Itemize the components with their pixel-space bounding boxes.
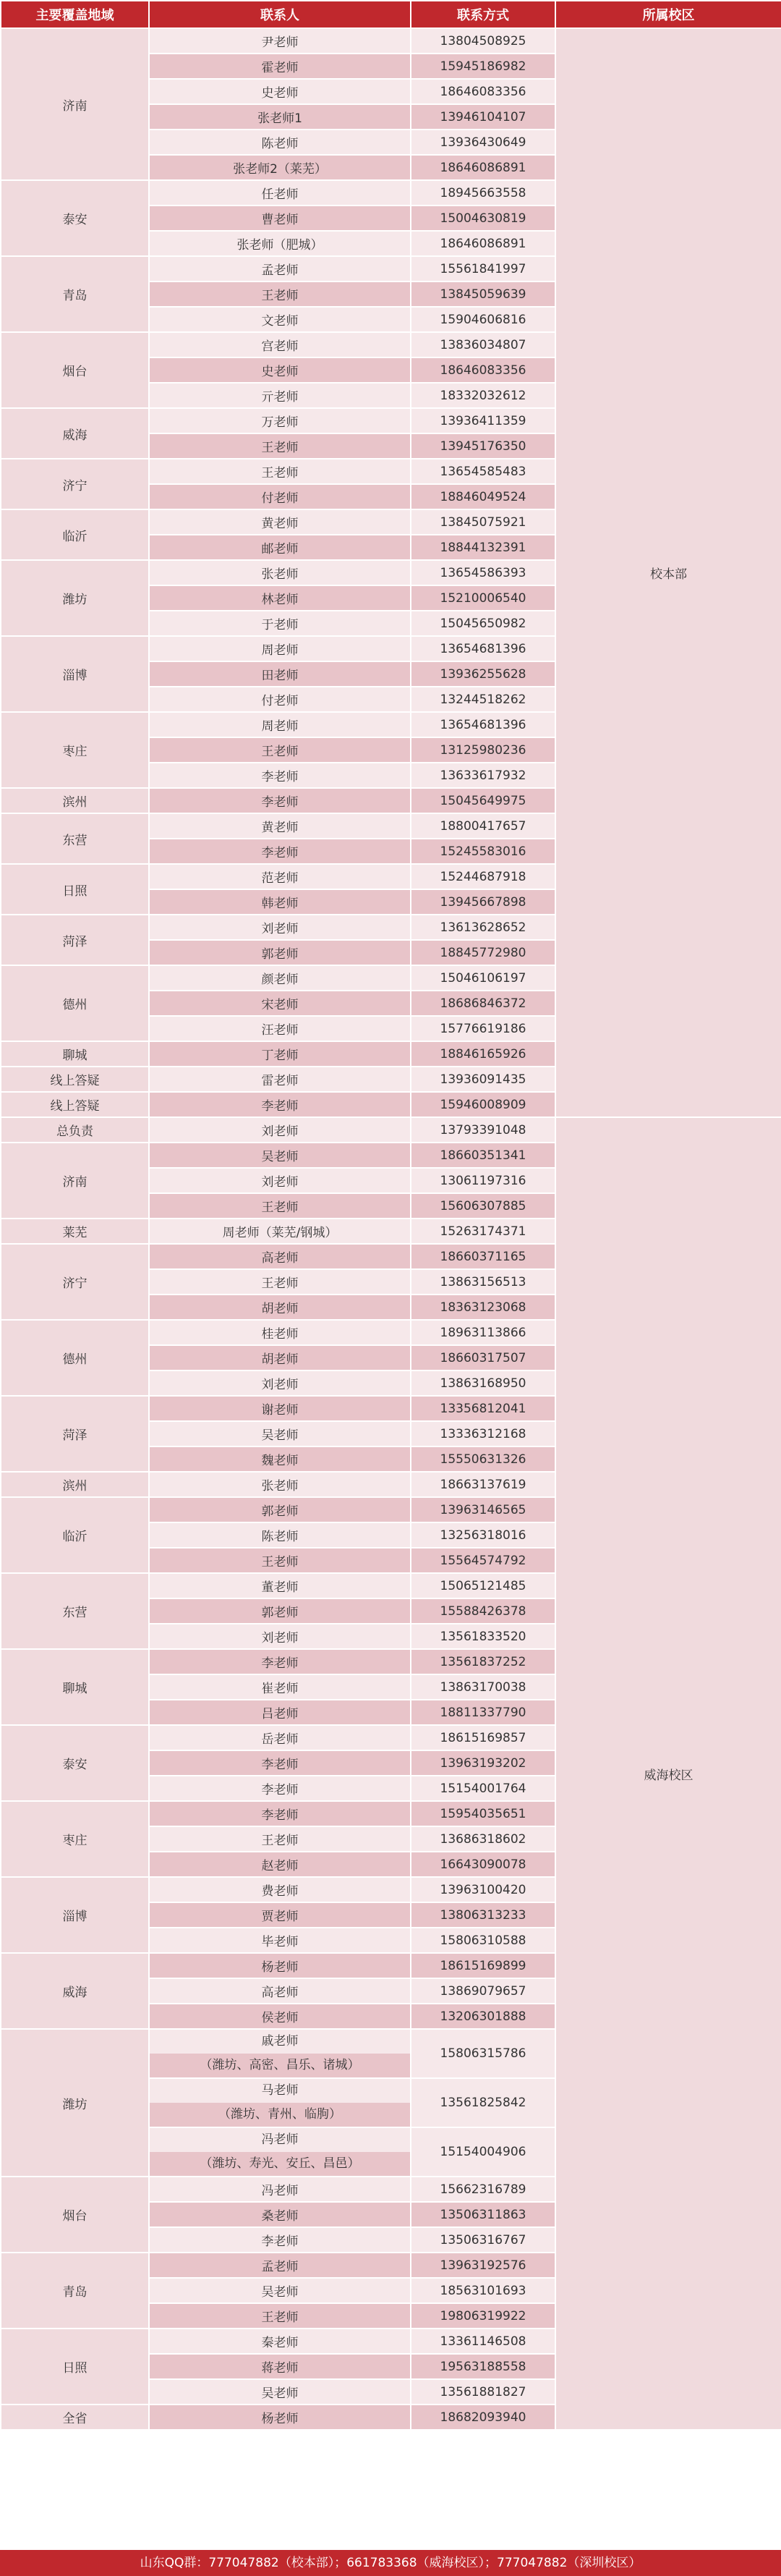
- contact-cell: 陈老师: [149, 1522, 411, 1548]
- contact-cell: 王老师: [149, 281, 411, 307]
- contact-cell: 吕老师: [149, 1700, 411, 1725]
- phone-cell: 13863168950: [411, 1370, 555, 1396]
- phone-cell: 15588426378: [411, 1598, 555, 1624]
- contact-cell: 桑老师: [149, 2202, 411, 2227]
- contact-cell: 侯老师: [149, 2004, 411, 2029]
- contact-cell: 李老师: [149, 763, 411, 788]
- region-cell: 泰安: [1, 180, 149, 256]
- phone-cell: 18646086891: [411, 155, 555, 180]
- contact-cell: 费老师: [149, 1877, 411, 1902]
- phone-cell: 13963146565: [411, 1497, 555, 1522]
- contact-cell: 岳老师: [149, 1725, 411, 1750]
- phone-cell: 18660317507: [411, 1345, 555, 1370]
- phone-cell: 13945667898: [411, 889, 555, 915]
- contact-cell: 周老师: [149, 712, 411, 737]
- phone-cell: 13963193202: [411, 1750, 555, 1776]
- phone-cell: 13633617932: [411, 763, 555, 788]
- phone-cell: 18615169899: [411, 1953, 555, 1978]
- phone-cell: 15154004906: [411, 2127, 555, 2177]
- contact-cell: 张老师: [149, 1472, 411, 1497]
- phone-cell: 18811337790: [411, 1700, 555, 1725]
- contact-cell: 刘老师: [149, 1370, 411, 1396]
- phone-cell: 19806319922: [411, 2303, 555, 2329]
- region-cell: 威海: [1, 408, 149, 459]
- contact-cell: 万老师: [149, 408, 411, 433]
- region-cell: 临沂: [1, 509, 149, 560]
- region-cell: 德州: [1, 1320, 149, 1396]
- phone-cell: 15244687918: [411, 864, 555, 889]
- contact-cell: 周老师（莱芜/钢城）: [149, 1219, 411, 1244]
- region-cell: 淄博: [1, 636, 149, 712]
- contact-cell: 郭老师: [149, 1598, 411, 1624]
- region-cell: 济南: [1, 28, 149, 180]
- phone-cell: 13654585483: [411, 459, 555, 484]
- contact-cell: 曹老师: [149, 206, 411, 231]
- phone-cell: 18846049524: [411, 484, 555, 509]
- region-cell: 滨州: [1, 788, 149, 813]
- contact-cell: 雷老师: [149, 1067, 411, 1092]
- phone-cell: 18663137619: [411, 1472, 555, 1497]
- contact-cell: 秦老师: [149, 2329, 411, 2354]
- phone-cell: 13793391048: [411, 1117, 555, 1143]
- campus-cell: 威海校区: [555, 1117, 781, 2430]
- contact-cell: 杨老师: [149, 2405, 411, 2430]
- phone-cell: 13845075921: [411, 509, 555, 535]
- phone-cell: 13936255628: [411, 661, 555, 687]
- phone-cell: 18660351341: [411, 1143, 555, 1168]
- phone-cell: 18646086891: [411, 231, 555, 256]
- phone-cell: 15154001764: [411, 1776, 555, 1801]
- contact-cell: 吴老师: [149, 2278, 411, 2303]
- contact-cell: 高老师: [149, 1244, 411, 1269]
- table-row: [1, 1117, 781, 1143]
- contact-cell: 霍老师: [149, 54, 411, 79]
- phone-cell: 13863156513: [411, 1269, 555, 1295]
- contact-cell: 郭老师: [149, 940, 411, 965]
- phone-cell: 13654681396: [411, 636, 555, 661]
- contact-cell: 刘老师: [149, 1117, 411, 1143]
- contact-cell: 李老师: [149, 1801, 411, 1826]
- contact-cell: 吴老师: [149, 2379, 411, 2405]
- contact-cell: 李老师: [149, 1776, 411, 1801]
- phone-cell: 15045650982: [411, 611, 555, 636]
- region-cell: 潍坊: [1, 560, 149, 636]
- contact-cell: 尹老师: [149, 28, 411, 54]
- contact-cell: 宋老师: [149, 991, 411, 1016]
- phone-cell: 15776619186: [411, 1016, 555, 1041]
- phone-cell: 13506311863: [411, 2202, 555, 2227]
- phone-cell: 15045649975: [411, 788, 555, 813]
- region-cell: 滨州: [1, 1472, 149, 1497]
- campus-cell: 校本部: [555, 28, 781, 1117]
- header-region: 主要覆盖地域: [1, 1, 149, 28]
- contact-name: 冯老师: [150, 2128, 410, 2152]
- region-cell: 聊城: [1, 1041, 149, 1067]
- contact-cell: 李老师: [149, 1649, 411, 1674]
- phone-cell: 13654681396: [411, 712, 555, 737]
- contact-cell: 杨老师: [149, 1953, 411, 1978]
- contact-cell: 王老师: [149, 1826, 411, 1852]
- phone-cell: 18363123068: [411, 1295, 555, 1320]
- contact-cell: 赵老师: [149, 1852, 411, 1877]
- phone-cell: 18800417657: [411, 813, 555, 839]
- contact-cell: 陈老师: [149, 130, 411, 155]
- phone-cell: 15065121485: [411, 1573, 555, 1598]
- region-cell: 线上答疑: [1, 1092, 149, 1117]
- phone-cell: 13806313233: [411, 1902, 555, 1928]
- contact-cell: 李老师: [149, 1092, 411, 1117]
- phone-cell: 13936411359: [411, 408, 555, 433]
- phone-cell: 16643090078: [411, 1852, 555, 1877]
- phone-cell: 15263174371: [411, 1219, 555, 1244]
- phone-cell: 15806315786: [411, 2029, 555, 2078]
- contact-cell: 周老师: [149, 636, 411, 661]
- contact-cell: 崔老师: [149, 1674, 411, 1700]
- region-cell: 全省: [1, 2405, 149, 2430]
- phone-cell: 18646083356: [411, 79, 555, 104]
- contact-cell: 胡老师: [149, 1295, 411, 1320]
- contact-cell: 王老师: [149, 1193, 411, 1219]
- phone-cell: 13836034807: [411, 332, 555, 357]
- region-cell: 烟台: [1, 2177, 149, 2253]
- phone-cell: 13845059639: [411, 281, 555, 307]
- contact-cell: 文老师: [149, 307, 411, 332]
- table-header-row: [1, 1, 781, 28]
- phone-cell: 18845772980: [411, 940, 555, 965]
- region-cell: 日照: [1, 2329, 149, 2405]
- contact-cell: 李老师: [149, 788, 411, 813]
- contact-cell: 胡老师: [149, 1345, 411, 1370]
- phone-cell: 15945186982: [411, 54, 555, 79]
- region-cell: 总负责: [1, 1117, 149, 1143]
- phone-cell: 13936091435: [411, 1067, 555, 1092]
- phone-cell: 15004630819: [411, 206, 555, 231]
- phone-cell: 18563101693: [411, 2278, 555, 2303]
- region-cell: 泰安: [1, 1725, 149, 1801]
- region-cell: 东营: [1, 813, 149, 864]
- region-cell: 青岛: [1, 256, 149, 332]
- phone-cell: 15046106197: [411, 965, 555, 991]
- phone-cell: 13936430649: [411, 130, 555, 155]
- contact-cell: [149, 2029, 411, 2078]
- contact-cell: 孟老师: [149, 2253, 411, 2278]
- phone-cell: 13863170038: [411, 1674, 555, 1700]
- region-cell: 线上答疑: [1, 1067, 149, 1092]
- phone-cell: 13506316767: [411, 2227, 555, 2253]
- phone-cell: 13963100420: [411, 1877, 555, 1902]
- region-cell: 济宁: [1, 1244, 149, 1320]
- contact-cell: 于老师: [149, 611, 411, 636]
- region-cell: 威海: [1, 1953, 149, 2029]
- contact-cell: 颜老师: [149, 965, 411, 991]
- contact-cell: 王老师: [149, 1269, 411, 1295]
- contact-cell: 宫老师: [149, 332, 411, 357]
- header-phone: 联系方式: [411, 1, 555, 28]
- contact-cell: 任老师: [149, 180, 411, 206]
- contact-cell: 王老师: [149, 433, 411, 459]
- phone-cell: 13356812041: [411, 1396, 555, 1421]
- phone-cell: 13561833520: [411, 1624, 555, 1649]
- phone-cell: 15561841997: [411, 256, 555, 281]
- contact-cell: 韩老师: [149, 889, 411, 915]
- contact-cell: 李老师: [149, 1750, 411, 1776]
- contact-cell: [149, 2078, 411, 2127]
- phone-cell: 15564574792: [411, 1548, 555, 1573]
- contact-cell: 李老师: [149, 2227, 411, 2253]
- phone-cell: 13945176350: [411, 433, 555, 459]
- region-cell: 济南: [1, 1143, 149, 1219]
- qq-group-footer: 山东QQ群：777047882（校本部）；661783368（威海校区）；777047882（深圳校区）: [0, 2550, 781, 2576]
- contact-cell: 付老师: [149, 687, 411, 712]
- contact-cell: 丁老师: [149, 1041, 411, 1067]
- phone-cell: 13206301888: [411, 2004, 555, 2029]
- contact-cell: 蒋老师: [149, 2354, 411, 2379]
- contact-note: （潍坊、青州、临朐）: [150, 2103, 410, 2127]
- contact-cell: 郭老师: [149, 1497, 411, 1522]
- phone-cell: 15904606816: [411, 307, 555, 332]
- contact-cell: 贾老师: [149, 1902, 411, 1928]
- contact-name: 马老师: [150, 2079, 410, 2103]
- contact-cell: 张老师: [149, 560, 411, 585]
- contact-cell: 吴老师: [149, 1421, 411, 1446]
- phone-cell: 18660371165: [411, 1244, 555, 1269]
- contact-cell: 高老师: [149, 1978, 411, 2004]
- contact-cell: 孟老师: [149, 256, 411, 281]
- region-cell: 淄博: [1, 1877, 149, 1953]
- phone-cell: 15210006540: [411, 585, 555, 611]
- contact-cell: 林老师: [149, 585, 411, 611]
- region-cell: 枣庄: [1, 1801, 149, 1877]
- phone-cell: 15806310588: [411, 1928, 555, 1953]
- phone-cell: 13244518262: [411, 687, 555, 712]
- region-cell: 潍坊: [1, 2029, 149, 2177]
- phone-cell: 15550631326: [411, 1446, 555, 1472]
- contact-cell: 黄老师: [149, 509, 411, 535]
- phone-cell: 13256318016: [411, 1522, 555, 1548]
- contact-cell: 黄老师: [149, 813, 411, 839]
- contact-cell: 桂老师: [149, 1320, 411, 1345]
- phone-cell: 13061197316: [411, 1168, 555, 1193]
- phone-cell: 18963113866: [411, 1320, 555, 1345]
- contact-name: 戚老师: [150, 2030, 410, 2054]
- contact-cell: 董老师: [149, 1573, 411, 1598]
- contact-cell: 冯老师: [149, 2177, 411, 2202]
- region-cell: 枣庄: [1, 712, 149, 788]
- phone-cell: 18686846372: [411, 991, 555, 1016]
- region-cell: 东营: [1, 1573, 149, 1649]
- phone-cell: 13804508925: [411, 28, 555, 54]
- contact-cell: 刘老师: [149, 915, 411, 940]
- phone-cell: 18615169857: [411, 1725, 555, 1750]
- contact-cell: 谢老师: [149, 1396, 411, 1421]
- phone-cell: 15662316789: [411, 2177, 555, 2202]
- phone-cell: 13125980236: [411, 737, 555, 763]
- phone-cell: 13561825842: [411, 2078, 555, 2127]
- region-cell: 德州: [1, 965, 149, 1041]
- contact-cell: 史老师: [149, 79, 411, 104]
- phone-cell: 13561881827: [411, 2379, 555, 2405]
- phone-cell: 13869079657: [411, 1978, 555, 2004]
- contact-cell: 张老师1: [149, 104, 411, 130]
- contact-note: （潍坊、寿光、安丘、昌邑）: [150, 2152, 410, 2176]
- contact-cell: 邮老师: [149, 535, 411, 560]
- header-campus: 所属校区: [555, 1, 781, 28]
- contact-cell: 范老师: [149, 864, 411, 889]
- phone-cell: 13613628652: [411, 915, 555, 940]
- region-cell: 临沂: [1, 1497, 149, 1573]
- contact-cell: 吴老师: [149, 1143, 411, 1168]
- contact-cell: 王老师: [149, 1548, 411, 1573]
- phone-cell: 18844132391: [411, 535, 555, 560]
- phone-cell: 13946104107: [411, 104, 555, 130]
- region-cell: 聊城: [1, 1649, 149, 1725]
- contact-cell: 刘老师: [149, 1168, 411, 1193]
- phone-cell: 13336312168: [411, 1421, 555, 1446]
- table-row: [1, 28, 781, 54]
- region-cell: 济宁: [1, 459, 149, 509]
- contact-cell: [149, 2127, 411, 2177]
- contact-cell: 亓老师: [149, 383, 411, 408]
- phone-cell: 18682093940: [411, 2405, 555, 2430]
- phone-cell: 15606307885: [411, 1193, 555, 1219]
- contact-cell: 刘老师: [149, 1624, 411, 1649]
- phone-cell: 15954035651: [411, 1801, 555, 1826]
- region-cell: 菏泽: [1, 1396, 149, 1472]
- header-contact: 联系人: [149, 1, 411, 28]
- contact-cell: 王老师: [149, 2303, 411, 2329]
- phone-cell: 18846165926: [411, 1041, 555, 1067]
- region-cell: 日照: [1, 864, 149, 915]
- phone-cell: 15946008909: [411, 1092, 555, 1117]
- contact-cell: 田老师: [149, 661, 411, 687]
- phone-cell: 13654586393: [411, 560, 555, 585]
- contact-cell: 付老师: [149, 484, 411, 509]
- phone-cell: 15245583016: [411, 839, 555, 864]
- contact-cell: 魏老师: [149, 1446, 411, 1472]
- region-cell: 烟台: [1, 332, 149, 408]
- contact-note: （潍坊、高密、昌乐、诸城）: [150, 2054, 410, 2077]
- phone-cell: 18332032612: [411, 383, 555, 408]
- contact-cell: 史老师: [149, 357, 411, 383]
- contact-cell: 张老师2（莱芜）: [149, 155, 411, 180]
- region-cell: 青岛: [1, 2253, 149, 2329]
- phone-cell: 13963192576: [411, 2253, 555, 2278]
- contact-cell: 王老师: [149, 459, 411, 484]
- phone-cell: 13686318602: [411, 1826, 555, 1852]
- contact-cell: 李老师: [149, 839, 411, 864]
- phone-cell: 13361146508: [411, 2329, 555, 2354]
- phone-cell: 18945663558: [411, 180, 555, 206]
- phone-cell: 13561837252: [411, 1649, 555, 1674]
- phone-cell: 19563188558: [411, 2354, 555, 2379]
- region-cell: 莱芜: [1, 1219, 149, 1244]
- contact-cell: 汪老师: [149, 1016, 411, 1041]
- contact-cell: 张老师（肥城）: [149, 231, 411, 256]
- phone-cell: 18646083356: [411, 357, 555, 383]
- contact-cell: 毕老师: [149, 1928, 411, 1953]
- region-cell: 菏泽: [1, 915, 149, 965]
- contact-cell: 王老师: [149, 737, 411, 763]
